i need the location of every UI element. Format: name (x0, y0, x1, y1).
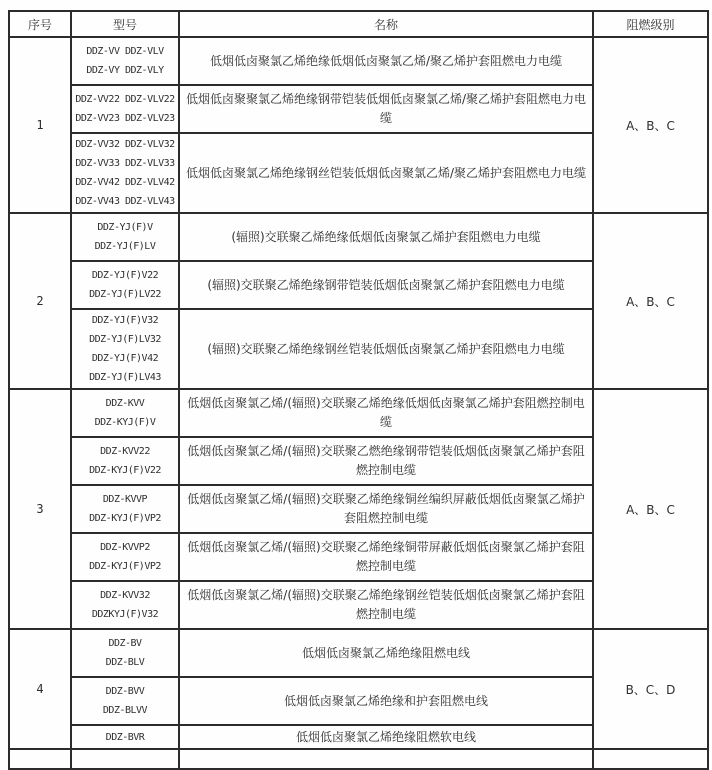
model-line: DDZ-KVV22 (100, 446, 150, 457)
model-line: DDZ-BV (108, 638, 142, 649)
model-line: DDZ-KYJ(F)VP2 (89, 513, 161, 524)
cable-spec-table-wrap (8, 10, 709, 770)
empty-cell (179, 749, 593, 769)
table-body (9, 37, 708, 769)
table-header (9, 11, 708, 37)
model-line: DDZ-VV32 DDZ-VLV32 (75, 139, 175, 150)
name-cell: (辐照)交联聚乙烯绝缘钢丝铠装低烟低卤聚氯乙烯护套阻燃电力电缆 (179, 309, 593, 389)
model-line: DDZ-KVVP (102, 494, 148, 505)
name-cell: 低烟低卤聚氯乙烯绝缘低烟低卤聚氯乙烯/聚乙烯护套阻燃电力电缆 (179, 37, 593, 85)
serial-cell: 3 (9, 389, 71, 629)
name-cell: 低烟低卤聚氯乙烯/(辐照)交联聚乙烯绝缘钢丝铠装低烟低卤聚氯乙烯护套阻燃控制电缆 (179, 581, 593, 629)
header-model: 型号 (71, 11, 179, 37)
empty-cell (593, 749, 708, 769)
model-cell (71, 85, 179, 133)
model-line: DDZ-KVVP2 (100, 542, 150, 553)
header-serial: 序号 (9, 11, 71, 37)
model-line: DDZ-BLVV (102, 705, 148, 716)
name-cell: (辐照)交联聚乙烯绝缘低烟低卤聚氯乙烯护套阻燃电力电缆 (179, 213, 593, 261)
name-cell: 低烟低卤聚氯乙烯绝缘和护套阻燃电线 (179, 677, 593, 725)
model-line: DDZ-YJ(F)LV32 (89, 334, 161, 345)
serial-cell: 4 (9, 629, 71, 749)
model-line: DDZ-YJ(F)V22 (91, 270, 159, 281)
model-line: DDZ-YJ(F)LV43 (89, 372, 161, 383)
model-line: DDZ-VV22 DDZ-VLV22 (75, 94, 175, 105)
model-line: DDZ-VV33 DDZ-VLV33 (75, 158, 175, 169)
model-line: DDZ-YJ(F)V32 (91, 315, 159, 326)
table-row (9, 213, 708, 261)
header-flame-level: 阻燃级别 (593, 11, 708, 37)
table-row (9, 389, 708, 437)
model-line: DDZ-YJ(F)V42 (91, 353, 159, 364)
model-line: DDZ-KYJ(F)V22 (89, 465, 161, 476)
model-line: DDZ-BVV (105, 686, 145, 697)
cable-spec-table (8, 10, 709, 770)
table-row (9, 629, 708, 677)
header-name: 名称 (179, 11, 593, 37)
model-line: DDZ-KVV32 (100, 590, 150, 601)
serial-cell: 1 (9, 37, 71, 213)
table-row-partial (9, 749, 708, 769)
header-row (9, 11, 708, 37)
flame-level-cell: A、B、C (593, 37, 708, 213)
model-cell (71, 677, 179, 725)
model-line: DDZ-KYJ(F)V (94, 417, 156, 428)
model-cell (71, 261, 179, 309)
flame-level-cell: A、B、C (593, 213, 708, 389)
model-cell (71, 629, 179, 677)
name-cell: 低烟低卤聚氯乙烯/(辐照)交联聚乙烯绝缘铜丝编织屏蔽低烟低卤聚氯乙烯护套阻燃控制电缆 (179, 485, 593, 533)
model-line: DDZ-KYJ(F)VP2 (89, 561, 161, 572)
table-row (9, 37, 708, 85)
name-cell: 低烟低卤聚聚氯乙烯绝缘钢带铠装低烟低卤聚氯乙烯/聚乙烯护套阻燃电力电缆 (179, 85, 593, 133)
name-cell: 低烟低卤聚氯乙烯/(辐照)交联聚乙烯绝缘低烟低卤聚氯乙烯护套阻燃控制电缆 (179, 389, 593, 437)
serial-cell: 2 (9, 213, 71, 389)
name-cell: (辐照)交联聚乙烯绝缘钢带铠装低烟低卤聚氯乙烯护套阻燃电力电缆 (179, 261, 593, 309)
model-cell (71, 725, 179, 749)
model-line: DDZ-YJ(F)V (97, 222, 153, 233)
model-line: DDZ-VV42 DDZ-VLV42 (75, 177, 175, 188)
name-cell: 低烟低卤聚氯乙烯/(辐照)交联聚乙烯绝缘铜带屏蔽低烟低卤聚氯乙烯护套阻燃控制电缆 (179, 533, 593, 581)
model-line: DDZ-VV DDZ-VLV (86, 46, 164, 57)
model-cell (71, 389, 179, 437)
model-line: DDZ-KVV (105, 398, 145, 409)
model-cell (71, 37, 179, 85)
model-line: DDZKYJ(F)V32 (91, 609, 159, 620)
model-cell (71, 309, 179, 389)
model-cell (71, 533, 179, 581)
model-cell (71, 213, 179, 261)
model-line: DDZ-VV43 DDZ-VLV43 (75, 196, 175, 207)
model-cell (71, 485, 179, 533)
empty-cell (71, 749, 179, 769)
model-line: DDZ-BVR (105, 731, 145, 743)
model-line: DDZ-YJ(F)LV (94, 241, 156, 252)
model-line: DDZ-VY DDZ-VLY (86, 65, 164, 76)
name-cell: 低烟低卤聚氯乙烯/(辐照)交联聚乙燃绝缘钢带铠装低烟低卤聚氯乙烯护套阻燃控制电缆 (179, 437, 593, 485)
model-line: DDZ-YJ(F)LV22 (89, 289, 161, 300)
name-cell: 低烟低卤聚氯乙烯绝缘阻燃电线 (179, 629, 593, 677)
model-cell (71, 133, 179, 213)
model-cell (71, 581, 179, 629)
model-cell (71, 437, 179, 485)
empty-cell (9, 749, 71, 769)
name-cell: 低烟低卤聚氯乙烯绝缘阻燃软电线 (179, 725, 593, 749)
flame-level-cell: B、C、D (593, 629, 708, 749)
flame-level-cell: A、B、C (593, 389, 708, 629)
model-line: DDZ-VV23 DDZ-VLV23 (75, 113, 175, 124)
name-cell: 低烟低卤聚氯乙烯绝缘钢丝铠装低烟低卤聚氯乙烯/聚乙烯护套阻燃电力电缆 (179, 133, 593, 213)
model-line: DDZ-BLV (105, 657, 145, 668)
